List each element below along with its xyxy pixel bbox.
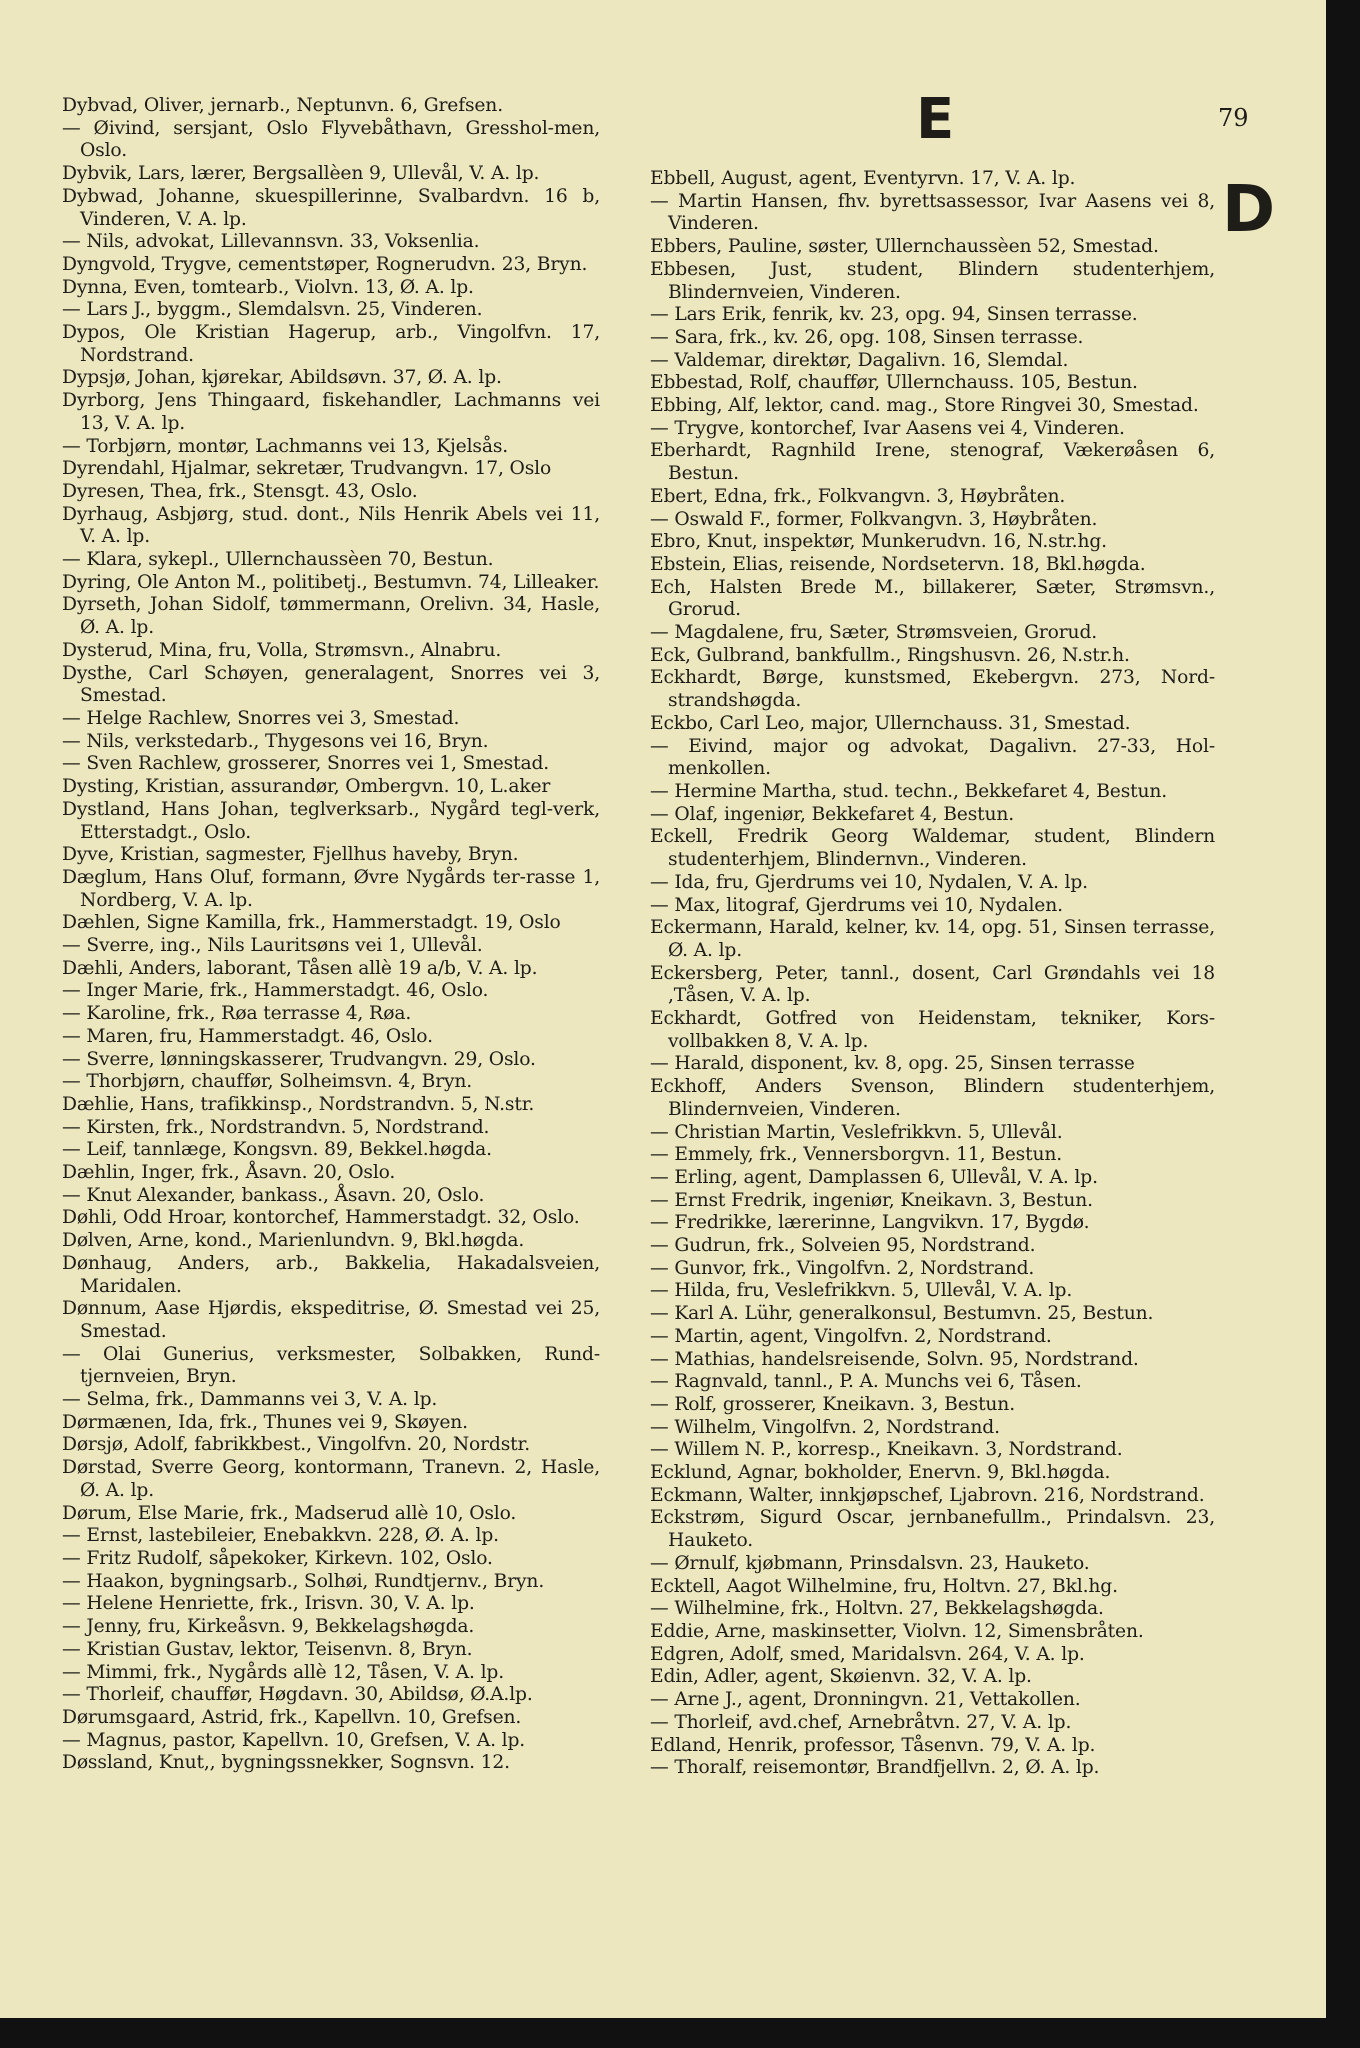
directory-entry: Eckhoff, Anders Svenson, Blindern studenterhjem, Blindernveien, Vinderen. — [650, 1076, 1215, 1120]
directory-entry: Eckhardt, Børge, kunstsmed, Ekebergvn. 273, Nord-strandshøgda. — [650, 667, 1215, 712]
directory-entry: Dysting, Kristian, assurandør, Ombergvn. 10, L.aker — [62, 776, 551, 798]
directory-entry: — Harald, disponent, kv. 8, opg. 25, Sinsen terrasse — [650, 1053, 1135, 1075]
directory-entry: Dørstad, Sverre Georg, kontormann, Tranevn. 2, Hasle, Ø. A. lp. — [62, 1457, 600, 1501]
directory-entry: Eckbo, Carl Leo, major, Ullernchauss. 31, Smestad. — [650, 712, 1131, 734]
directory-entry: — Jenny, fru, Kirkeåsvn. 9, Bekkelagshøgda. — [62, 1616, 475, 1638]
directory-entry: Dyrborg, Jens Thingaard, fiskehandler, Lachmanns vei 13, V. A. lp. — [62, 390, 600, 434]
directory-entry: — Sverre, lønningskasserer, Trudvangvn. 29, Oslo. — [62, 1048, 536, 1070]
directory-entry: Ebstein, Elias, reisende, Nordsetervn. 18, Bkl.høgda. — [650, 553, 1146, 575]
directory-entry: — Thorleif, avd.chef, Arnebråtvn. 27, V. A. lp. — [650, 1711, 1072, 1733]
directory-entry: — Øivind, sersjant, Oslo Flyvebåthavn, Gresshol-men, Oslo. — [62, 117, 600, 162]
directory-entry: — Trygve, kontorchef, Ivar Aasens vei 4, Vinderen. — [650, 417, 1125, 439]
directory-entry: — Kristian Gustav, lektor, Teisenvn. 8, Bryn. — [62, 1638, 473, 1660]
directory-entry: Dysterud, Mina, fru, Volla, Strømsvn., Alnabru. — [62, 639, 502, 661]
directory-entry: — Martin, agent, Vingolfvn. 2, Nordstrand. — [650, 1325, 1052, 1347]
directory-entry: — Wilhelm, Vingolfvn. 2, Nordstrand. — [650, 1416, 1000, 1438]
directory-entry: — Ida, fru, Gjerdrums vei 10, Nydalen, V. A. lp. — [650, 871, 1088, 893]
directory-entry: Edin, Adler, agent, Skøienvn. 32, V. A. lp. — [650, 1666, 1032, 1688]
directory-entry: Dyrendahl, Hjalmar, sekretær, Trudvangvn. 17, Oslo — [62, 458, 552, 480]
directory-entry: — Nils, verkstedarb., Thygesons vei 16, Bryn. — [62, 730, 489, 752]
directory-entry: — Willem N. P., korresp., Kneikavn. 3, Nordstrand. — [650, 1439, 1123, 1461]
directory-entry: Dørsjø, Adolf, fabrikkbest., Vingolfvn. 20, Nordstr. — [62, 1434, 531, 1456]
directory-entry: — Sven Rachlew, grosserer, Snorres vei 1, Smestad. — [62, 753, 550, 775]
directory-entry: — Karl A. Lühr, generalkonsul, Bestumvn. 25, Bestun. — [650, 1303, 1154, 1325]
directory-entry: Ecktell, Aagot Wilhelmine, fru, Holtvn. 27, Bkl.hg. — [650, 1575, 1118, 1597]
directory-entry: Dyrhaug, Asbjørg, stud. dont., Nils Henrik Abels vei 11, V. A. lp. — [62, 503, 600, 548]
directory-entry: Dystland, Hans Johan, teglverksarb., Nygård tegl-verk, Etterstadgt., Oslo. — [62, 798, 600, 843]
directory-entry: — Olai Gunerius, verksmester, Solbakken, Rund-tjernveien, Bryn. — [62, 1343, 600, 1388]
directory-entry: Ech, Halsten Brede M., billakerer, Sæter, Strømsvn., Grorud. — [650, 576, 1215, 621]
directory-entry: Dybvik, Lars, lærer, Bergsallèen 9, Ullevål, V. A. lp. — [62, 163, 540, 185]
directory-entry: Dæhlen, Signe Kamilla, frk., Hammerstadgt. 19, Oslo — [62, 912, 561, 934]
directory-entry: — Knut Alexander, bankass., Åsavn. 20, Oslo. — [62, 1184, 485, 1206]
directory-entry: Dybvad, Oliver, jernarb., Neptunvn. 6, Grefsen. — [62, 95, 503, 116]
directory-entry: — Rolf, grosserer, Kneikavn. 3, Bestun. — [650, 1393, 1015, 1415]
directory-entry: Dypsjø, Johan, kjørekar, Abildsøvn. 37, Ø. A. lp. — [62, 367, 502, 389]
directory-entry: — Magnus, pastor, Kapellvn. 10, Grefsen, V. A. lp. — [62, 1729, 526, 1751]
directory-entry: Dønhaug, Anders, arb., Bakkelia, Hakadalsveien, Maridalen. — [62, 1252, 600, 1297]
directory-entry: Eberhardt, Ragnhild Irene, stenograf, Vækerøåsen 6, Bestun. — [650, 440, 1215, 485]
directory-entry: — Torbjørn, montør, Lachmanns vei 13, Kjelsås. — [62, 435, 509, 457]
directory-entry: Dørum, Else Marie, frk., Madserud allè 10, Oslo. — [62, 1502, 517, 1524]
directory-entry: Ebert, Edna, frk., Folkvangvn. 3, Høybråten. — [650, 485, 1066, 507]
directory-entry: — Mathias, handelsreisende, Solvn. 95, Nordstrand. — [650, 1348, 1139, 1370]
directory-entry: — Leif, tannlæge, Kongsvn. 89, Bekkel.høgda. — [62, 1139, 492, 1161]
directory-entry: — Gudrun, frk., Solveien 95, Nordstrand. — [650, 1235, 1036, 1257]
directory-entry: Ebbesen, Just, student, Blindern studenterhjem, Blindernveien, Vinderen. — [650, 258, 1215, 303]
directory-entry: — Lars J., byggm., Slemdalsvn. 25, Vinderen. — [62, 299, 483, 321]
directory-entry: Dyresen, Thea, frk., Stensgt. 43, Oslo. — [62, 480, 418, 502]
directory-entry: — Sverre, ing., Nils Lauritsøns vei 1, Ullevål. — [62, 935, 483, 957]
directory-entry: — Hilda, fru, Veslefrikkvn. 5, Ullevål, V. A. lp. — [650, 1280, 1073, 1302]
directory-entry: — Nils, advokat, Lillevannsvn. 33, Voksenlia. — [62, 231, 480, 253]
directory-entry: — Magdalene, fru, Sæter, Strømsveien, Grorud. — [650, 622, 1098, 644]
directory-entry: Døssland, Knut,, bygningssnekker, Sognsvn. 12. — [62, 1752, 510, 1774]
directory-entry: Dynna, Even, tomtearb., Violvn. 13, Ø. A. lp. — [62, 276, 474, 298]
directory-entry: Dysthe, Carl Schøyen, generalagent, Snorres vei 3, Smestad. — [62, 662, 600, 707]
directory-entry: — Eivind, major og advokat, Dagalivn. 27-33, Hol-menkollen. — [650, 735, 1215, 780]
directory-entry: Eddie, Arne, maskinsetter, Violvn. 12, Simensbråten. — [650, 1621, 1144, 1642]
directory-entry: Eckermann, Harald, kelner, kv. 14, opg. 51, Sinsen terrasse, Ø. A. lp. — [650, 917, 1215, 961]
directory-entry: Eckersberg, Peter, tannl., dosent, Carl Grøndahls vei 18 ,Tåsen, V. A. lp. — [650, 962, 1215, 1007]
directory-entry: — Hermine Martha, stud. techn., Bekkefaret 4, Bestun. — [650, 780, 1168, 802]
directory-entry: — Helge Rachlew, Snorres vei 3, Smestad. — [62, 707, 460, 729]
directory-entry: — Emmely, frk., Vennersborgvn. 11, Bestun. — [650, 1144, 1063, 1166]
directory-entry: — Fritz Rudolf, såpekoker, Kirkevn. 102, Oslo. — [62, 1548, 493, 1569]
directory-entry: Døhli, Odd Hroar, kontorchef, Hammerstadgt. 32, Oslo. — [62, 1207, 580, 1229]
directory-entry: — Ørnulf, kjøbmann, Prinsdalsvn. 23, Hauketo. — [650, 1552, 1090, 1574]
thumb-index-letter: D — [1222, 173, 1276, 247]
directory-entry: — Thorbjørn, chauffør, Solheimsvn. 4, Bryn. — [62, 1071, 473, 1093]
directory-entry: — Arne J., agent, Dronningvn. 21, Vettakollen. — [650, 1689, 1081, 1711]
directory-entry: Dyve, Kristian, sagmester, Fjellhus haveby, Bryn. — [62, 844, 519, 866]
directory-entry: Edgren, Adolf, smed, Maridalsvn. 264, V. A. lp. — [650, 1643, 1085, 1665]
directory-entry: — Mimmi, frk., Nygårds allè 12, Tåsen, V. A. lp. — [62, 1661, 505, 1683]
directory-entry: Dønnum, Aase Hjørdis, ekspeditrise, Ø. Smestad vei 25, Smestad. — [62, 1298, 600, 1342]
directory-entry: — Oswald F., former, Folkvangvn. 3, Høybråten. — [650, 508, 1098, 530]
directory-entry: — Lars Erik, fenrik, kv. 23, opg. 94, Sinsen terrasse. — [650, 304, 1138, 326]
directory-entry: — Maren, fru, Hammerstadgt. 46, Oslo. — [62, 1025, 433, 1047]
directory-entry: — Christian Martin, Veslefrikkvn. 5, Ullevål. — [650, 1121, 1063, 1143]
directory-entry: Dølven, Arne, kond., Marienlundvn. 9, Bkl.høgda. — [62, 1230, 525, 1252]
directory-entry: — Helene Henriette, frk., Irisvn. 30, V. A. lp. — [62, 1593, 475, 1615]
directory-entry: — Thoralf, reisemontør, Brandfjellvn. 2, Ø. A. lp. — [650, 1757, 1100, 1779]
directory-entry: — Valdemar, direktør, Dagalivn. 16, Slemdal. — [650, 349, 1069, 371]
directory-entry: Dyngvold, Trygve, cementstøper, Rognerudvn. 23, Bryn. — [62, 253, 588, 275]
directory-entry: — Erling, agent, Damplassen 6, Ullevål, V. A. lp. — [650, 1166, 1098, 1188]
directory-entry: Dæhlie, Hans, trafikkinsp., Nordstrandvn. 5, N.str. — [62, 1093, 535, 1115]
directory-entry: Ebbestad, Rolf, chauffør, Ullernchauss. 105, Bestun. — [650, 372, 1138, 394]
directory-entry: Eck, Gulbrand, bankfullm., Ringshusvn. 26, N.str.h. — [650, 644, 1130, 666]
page-number: 79 — [1218, 104, 1249, 132]
directory-entry: — Martin Hansen, fhv. byrettsassessor, Ivar Aasens vei 8, Vinderen. — [650, 190, 1215, 235]
directory-entry: — Kirsten, frk., Nordstrandvn. 5, Nordstrand. — [62, 1116, 490, 1138]
directory-entry: — Selma, frk., Dammanns vei 3, V. A. lp. — [62, 1389, 438, 1411]
directory-entry: Dæglum, Hans Oluf, formann, Øvre Nygårds ter-rasse 1, Nordberg, V. A. lp. — [62, 866, 600, 911]
right-column — [650, 168, 1215, 1780]
directory-entry: Dørumsgaard, Astrid, frk., Kapellvn. 10, Grefsen. — [62, 1706, 522, 1728]
left-column — [62, 95, 600, 1775]
directory-entry: Dæhli, Anders, laborant, Tåsen allè 19 a/b, V. A. lp. — [62, 957, 538, 979]
directory-entry: Dæhlin, Inger, frk., Åsavn. 20, Oslo. — [62, 1162, 396, 1184]
directory-entry: — Sara, frk., kv. 26, opg. 108, Sinsen terrasse. — [650, 326, 1084, 348]
directory-entry: — Thorleif, chauffør, Høgdavn. 30, Abildsø, Ø.A.lp. — [62, 1684, 533, 1706]
directory-entry: Ebro, Knut, inspektør, Munkerudvn. 16, N.str.hg. — [650, 531, 1107, 553]
directory-entry: — Olaf, ingeniør, Bekkefaret 4, Bestun. — [650, 803, 1015, 825]
directory-entry: — Max, litograf, Gjerdrums vei 10, Nydalen. — [650, 894, 1063, 916]
directory-entry: Dyrseth, Johan Sidolf, tømmermann, Orelivn. 34, Hasle, Ø. A. lp. — [62, 594, 600, 639]
directory-entry: Dypos, Ole Kristian Hagerup, arb., Vingolfvn. 17, Nordstrand. — [62, 322, 600, 366]
directory-entry: — Fredrikke, lærerinne, Langvikvn. 17, Bygdø. — [650, 1212, 1090, 1234]
directory-entry: — Karoline, frk., Røa terrasse 4, Røa. — [62, 1003, 412, 1025]
directory-entry: Ecklund, Agnar, bokholder, Enervn. 9, Bkl.høgda. — [650, 1462, 1111, 1484]
directory-entry: Dørmænen, Ida, frk., Thunes vei 9, Skøyen. — [62, 1411, 468, 1433]
directory-entry: Ebbing, Alf, lektor, cand. mag., Store Ringvei 30, Smestad. — [650, 395, 1199, 417]
directory-entry: Edland, Henrik, professor, Tåsenvn. 79, V. A. lp. — [650, 1734, 1096, 1756]
directory-entry: Dybwad, Johanne, skuespillerinne, Svalbardvn. 16 b, Vinderen, V. A. lp. — [62, 185, 600, 230]
directory-entry: — Ernst Fredrik, ingeniør, Kneikavn. 3, Bestun. — [650, 1189, 1093, 1211]
directory-entry: Dyring, Ole Anton M., politibetj., Bestumvn. 74, Lilleaker. — [62, 571, 600, 593]
directory-entry: Eckell, Fredrik Georg Waldemar, student, Blindern studenterhjem, Blindernvn., Vinderen. — [650, 826, 1215, 871]
section-letter: E — [916, 87, 955, 152]
directory-entry: — Wilhelmine, frk., Holtvn. 27, Bekkelagshøgda. — [650, 1598, 1104, 1620]
directory-entry: — Klara, sykepl., Ullernchaussèen 70, Bestun. — [62, 549, 494, 571]
directory-entry: Eckmann, Walter, innkjøpschef, Ljabrovn. 216, Nordstrand. — [650, 1484, 1205, 1506]
directory-entry: — Gunvor, frk., Vingolfvn. 2, Nordstrand. — [650, 1257, 1035, 1279]
directory-entry: — Ragnvald, tannl., P. A. Munchs vei 6, Tåsen. — [650, 1371, 1082, 1393]
directory-entry: Ebbell, August, agent, Eventyrvn. 17, V. A. lp. — [650, 168, 1076, 189]
directory-entry: — Ernst, lastebileier, Enebakkvn. 228, Ø. A. lp. — [62, 1525, 499, 1547]
directory-entry: Eckhardt, Gotfred von Heidenstam, tekniker, Kors-vollbakken 8, V. A. lp. — [650, 1008, 1215, 1052]
directory-entry: Eckstrøm, Sigurd Oscar, jernbanefullm., Prindalsvn. 23, Hauketo. — [650, 1507, 1215, 1552]
directory-entry: Ebbers, Pauline, søster, Ullernchaussèen 52, Smestad. — [650, 236, 1159, 258]
directory-entry: — Haakon, bygningsarb., Solhøi, Rundtjernv., Bryn. — [62, 1570, 545, 1592]
directory-entry: — Inger Marie, frk., Hammerstadgt. 46, Oslo. — [62, 980, 489, 1002]
